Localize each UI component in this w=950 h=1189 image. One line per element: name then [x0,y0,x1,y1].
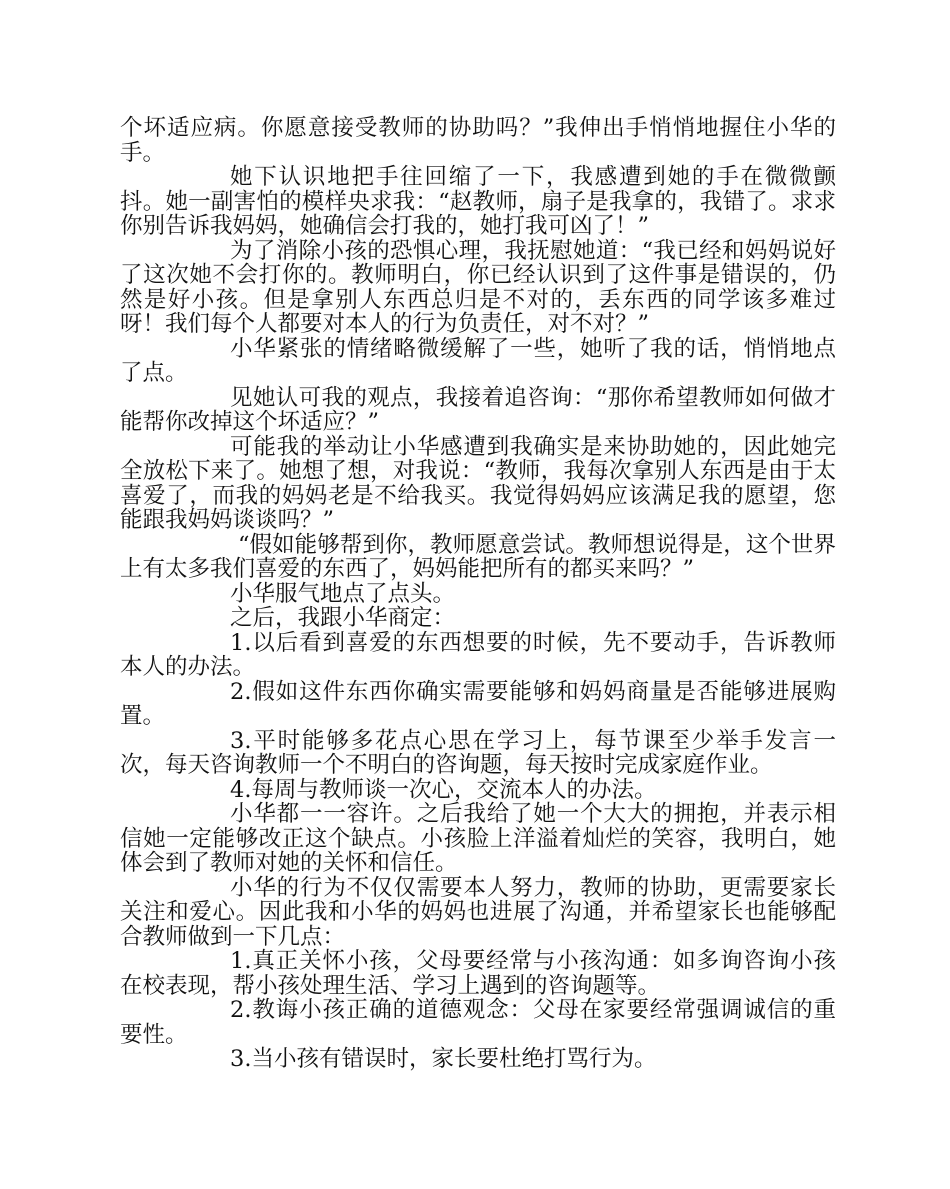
document-page [120,116,836,1072]
list-item: 1.以后看到喜爱的东西想要的时候，先不要动手，告诉教师本人的办法。 [120,629,836,680]
paragraph: 为了消除小孩的恐惧心理，我抚慰她道：“我已经和妈妈说好了这次她不会打你的。教师明白，你已经认识到了这件事是错误的，仍然是好小孩。但是拿别人东西总归是不对的，丢东西的同学该多难过呀！我们每个人都要对本人的行为负责任，对不对？” [120,237,836,337]
list-item: 1.真正关怀小孩，父母要经常与小孩沟通：如多询咨询小孩在校表现，帮小孩处理生活、学习上遇到的咨询题等。 [120,948,836,999]
paragraph: 小华的行为不仅仅需要本人努力，教师的协助，更需要家长关注和爱心。因此我和小华的妈妈也进展了沟通，并希望家长也能够配合教师做到一下几点： [120,874,836,950]
paragraph: 见她认可我的观点，我接着追咨询：“那你希望教师如何做才能帮你改掉这个坏适应？” [120,384,836,435]
paragraph: “假如能够帮到你，教师愿意尝试。教师想说得是，这个世界上有太多我们喜爱的东西了，妈妈能把所有的都买来吗？” [120,531,836,582]
paragraph: 之后，我跟小华商定： [230,605,456,631]
paragraph: 小华都一一容许。之后我给了她一个大大的拥抱，并表示相信她一定能够改正这个缺点。小孩脸上洋溢着灿烂的笑容，我明白，她体会到了教师对她的关怀和信任。 [120,801,836,876]
paragraph: 可能我的举动让小华感遭到我确实是来协助她的，因此她完全放松下来了。她想了想，对我说：“教师，我每次拿别人东西是由于太喜爱了，而我的妈妈老是不给我买。我觉得妈妈应该满足我的愿望，您能跟我妈妈谈谈吗？” [120,433,836,533]
paragraph: 小华紧张的情绪略微缓解了一些，她听了我的话，悄悄地点了点。 [120,335,836,386]
list-item: 3.平时能够多花点心思在学习上，每节课至少举手发言一次，每天咨询教师一个不明白的咨询题，每天按时完成家庭作业。 [120,727,836,778]
paragraph: 小华服气地点了点头。 [230,580,456,607]
list-item: 2.教诲小孩正确的道德观念：父母在家要经常强调诚信的重要性。 [120,997,836,1048]
list-item: 3.当小孩有错误时，家长要杜绝打骂行为。 [230,1046,657,1072]
paragraph: 她下认识地把手往回缩了一下，我感遭到她的手在微微颤抖。她一副害怕的模样央求我：“赵教师，扇子是我拿的，我错了。求求你别告诉我妈妈，她确信会打我的，她打我可凶了！” [120,164,836,239]
list-item: 2.假如这件东西你确实需要能够和妈妈商量是否能够进展购置。 [120,678,836,729]
paragraph: 个坏适应病。你愿意接受教师的协助吗？”我伸出手悄悄地握住小华的手。 [120,115,836,166]
list-item: 4.每周与教师谈一次心，交流本人的办法。 [230,776,657,803]
